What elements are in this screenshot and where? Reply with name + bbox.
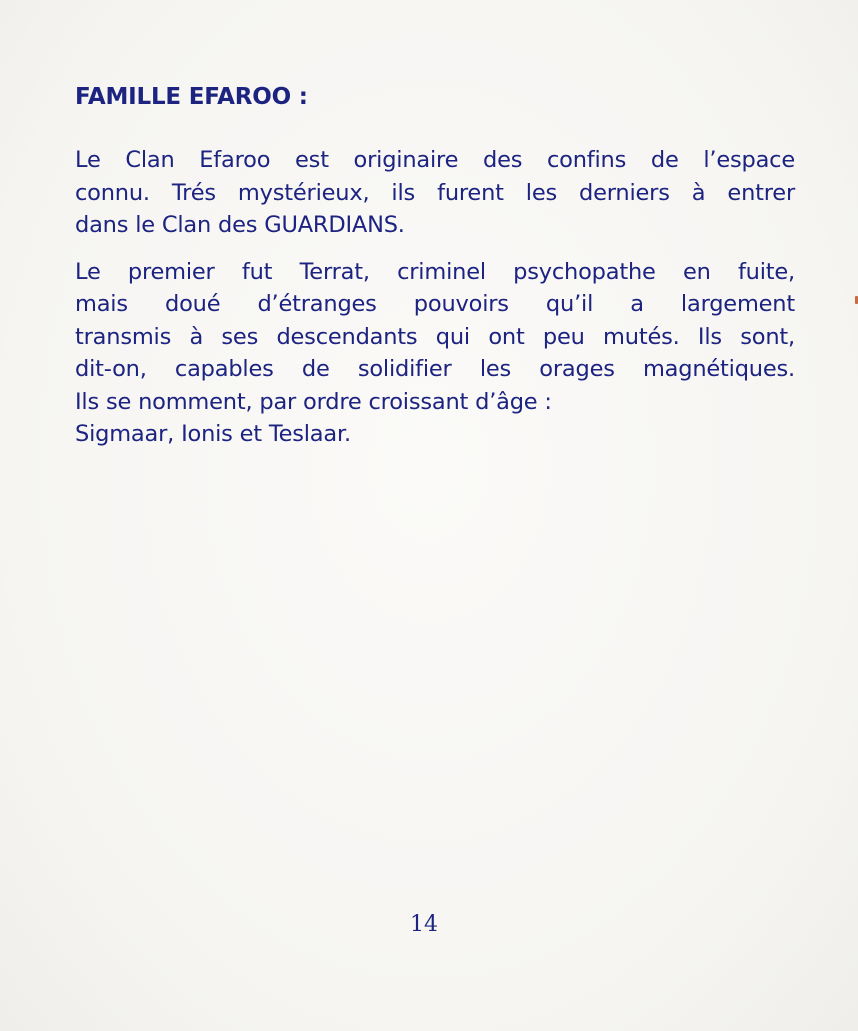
paragraph-line: dans le Clan des GUARDIANS.	[75, 212, 405, 238]
paragraph-line: Le premier fut Terrat, criminel psychopathe en fuite,	[75, 258, 795, 285]
page-number: 14	[410, 912, 438, 937]
paragraph-line: transmis à ses descendants qui ont peu mutés. Ils sont,	[75, 323, 795, 350]
section-heading	[75, 80, 795, 114]
heading-suffix: :	[290, 84, 308, 110]
page-content	[75, 80, 795, 465]
paragraph-line: connu. Trés mystérieux, ils furent les derniers à entrer	[75, 179, 795, 206]
paragraph-line: Sigmaar, Ionis et Teslaar.	[75, 421, 351, 447]
paragraph-history	[75, 256, 795, 451]
paragraph-line: dit-on, capables de solidifier les orages magnétiques.	[75, 356, 795, 382]
heading-title: FAMILLE EFAROO	[75, 84, 291, 110]
paragraph-line: Le Clan Efaroo est originaire des confins de l’espace	[75, 147, 795, 173]
paragraph-line: mais doué d’étranges pouvoirs qu’il a largement	[75, 291, 795, 317]
paragraph-origin	[75, 144, 795, 242]
paragraph-line: Ils se nomment, par ordre croissant d’âge :	[75, 388, 552, 415]
